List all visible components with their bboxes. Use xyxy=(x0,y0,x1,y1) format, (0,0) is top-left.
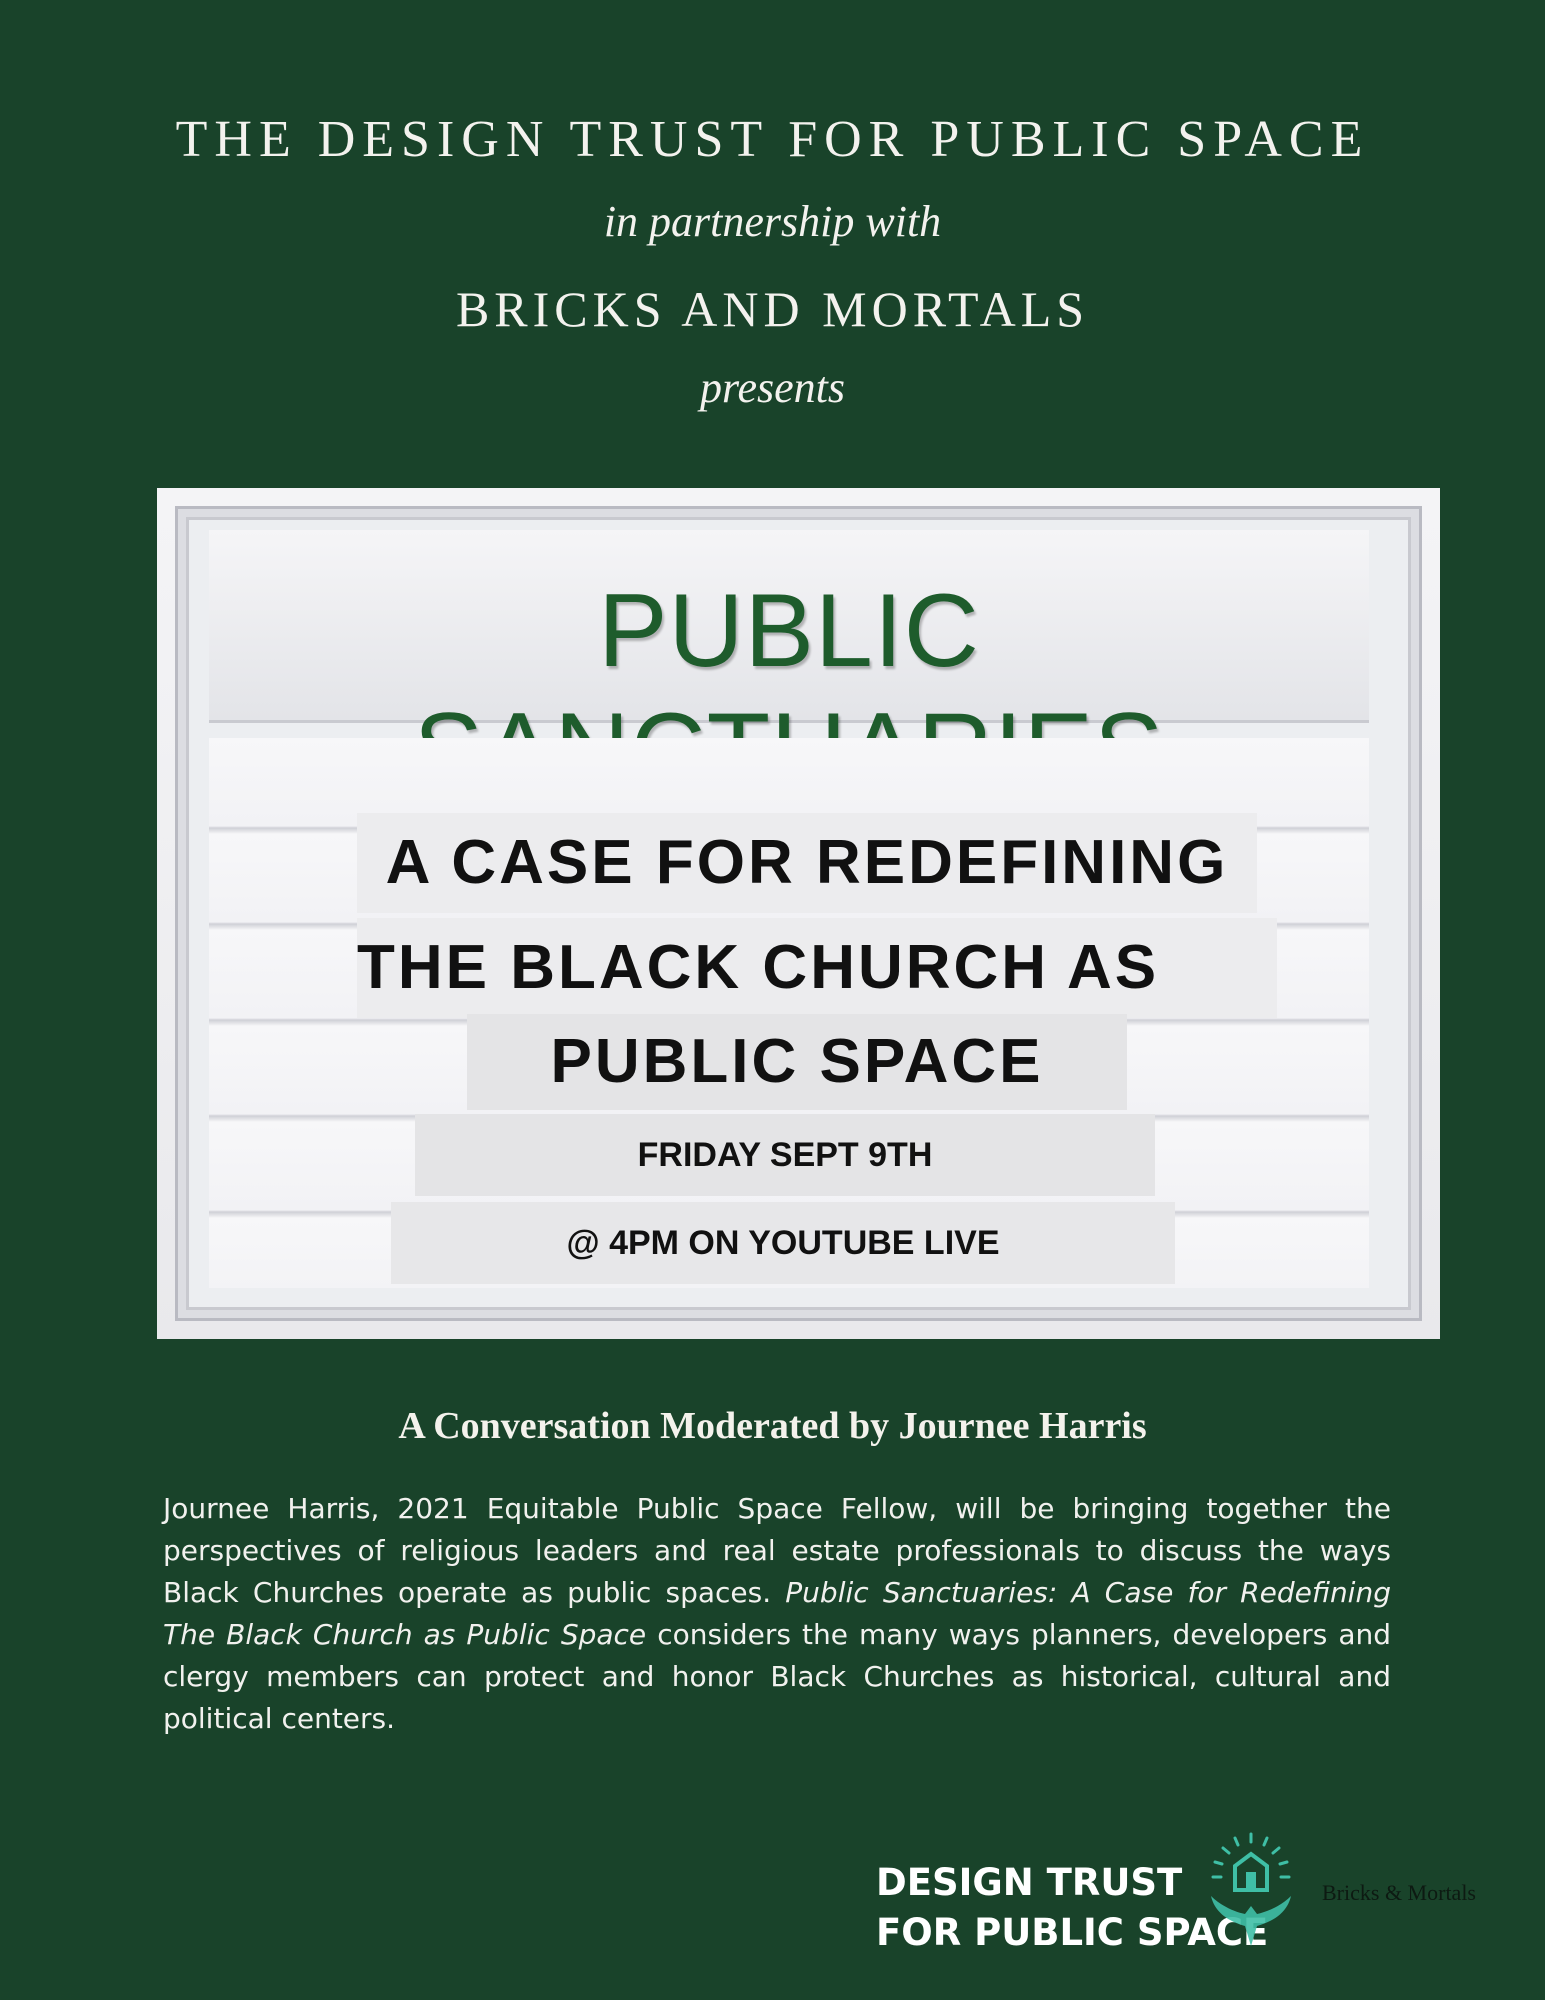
event-subtitle-line-2: THE BLACK CHURCH AS xyxy=(357,933,1160,1002)
moderator-heading: A Conversation Moderated by Journee Harris xyxy=(398,1405,1147,1447)
bricks-and-mortals-logo-text: Bricks & Mortals xyxy=(1322,1880,1476,1905)
event-subtitle-line-3: PUBLIC SPACE xyxy=(550,1027,1044,1096)
event-time: @ 4PM ON YOUTUBE LIVE xyxy=(566,1224,1000,1262)
event-title: PUBLIC xyxy=(598,573,980,689)
description-text-2: considers the many ways planners, developers and clergy members can protect and honor Black Churches as historical, cultural and political centers. xyxy=(163,1618,1391,1735)
design-trust-logo-line-2: FOR PUBLIC SPACE xyxy=(876,1911,1269,1954)
description-italic-title: Public Sanctuaries: A Case for Redefining The Black Church as Public Space xyxy=(163,1576,1391,1651)
sign-strip-date xyxy=(415,1114,1155,1196)
organization-heading: THE DESIGN TRUST FOR PUBLIC SPACE xyxy=(175,111,1370,168)
marquee-sign xyxy=(157,488,1440,1339)
sign-strip-1 xyxy=(357,813,1257,913)
partner-heading: BRICKS AND MORTALS xyxy=(455,281,1090,337)
design-trust-logo-line-1: DESIGN TRUST xyxy=(876,1861,1183,1904)
sign-title-panel xyxy=(209,530,1369,723)
sign-strip-time xyxy=(391,1202,1175,1284)
event-description xyxy=(163,1488,1391,1740)
partnership-text: in partnership with xyxy=(603,197,942,246)
bricks-and-mortals-icon xyxy=(1205,1830,1297,1950)
event-date: FRIDAY SEPT 9TH xyxy=(637,1136,933,1174)
presents-text: presents xyxy=(699,363,846,412)
sign-strip-2 xyxy=(357,918,1277,1018)
sign-strip-3 xyxy=(467,1014,1127,1110)
event-subtitle-line-1: A CASE FOR REDEFINING xyxy=(385,828,1229,897)
description-text-1: Journee Harris, 2021 Equitable Public Space Fellow, will be bringing together the perspectives of religious leaders and real estate professionals to discuss the ways Black Churches operate as public spaces. xyxy=(163,1492,1391,1609)
